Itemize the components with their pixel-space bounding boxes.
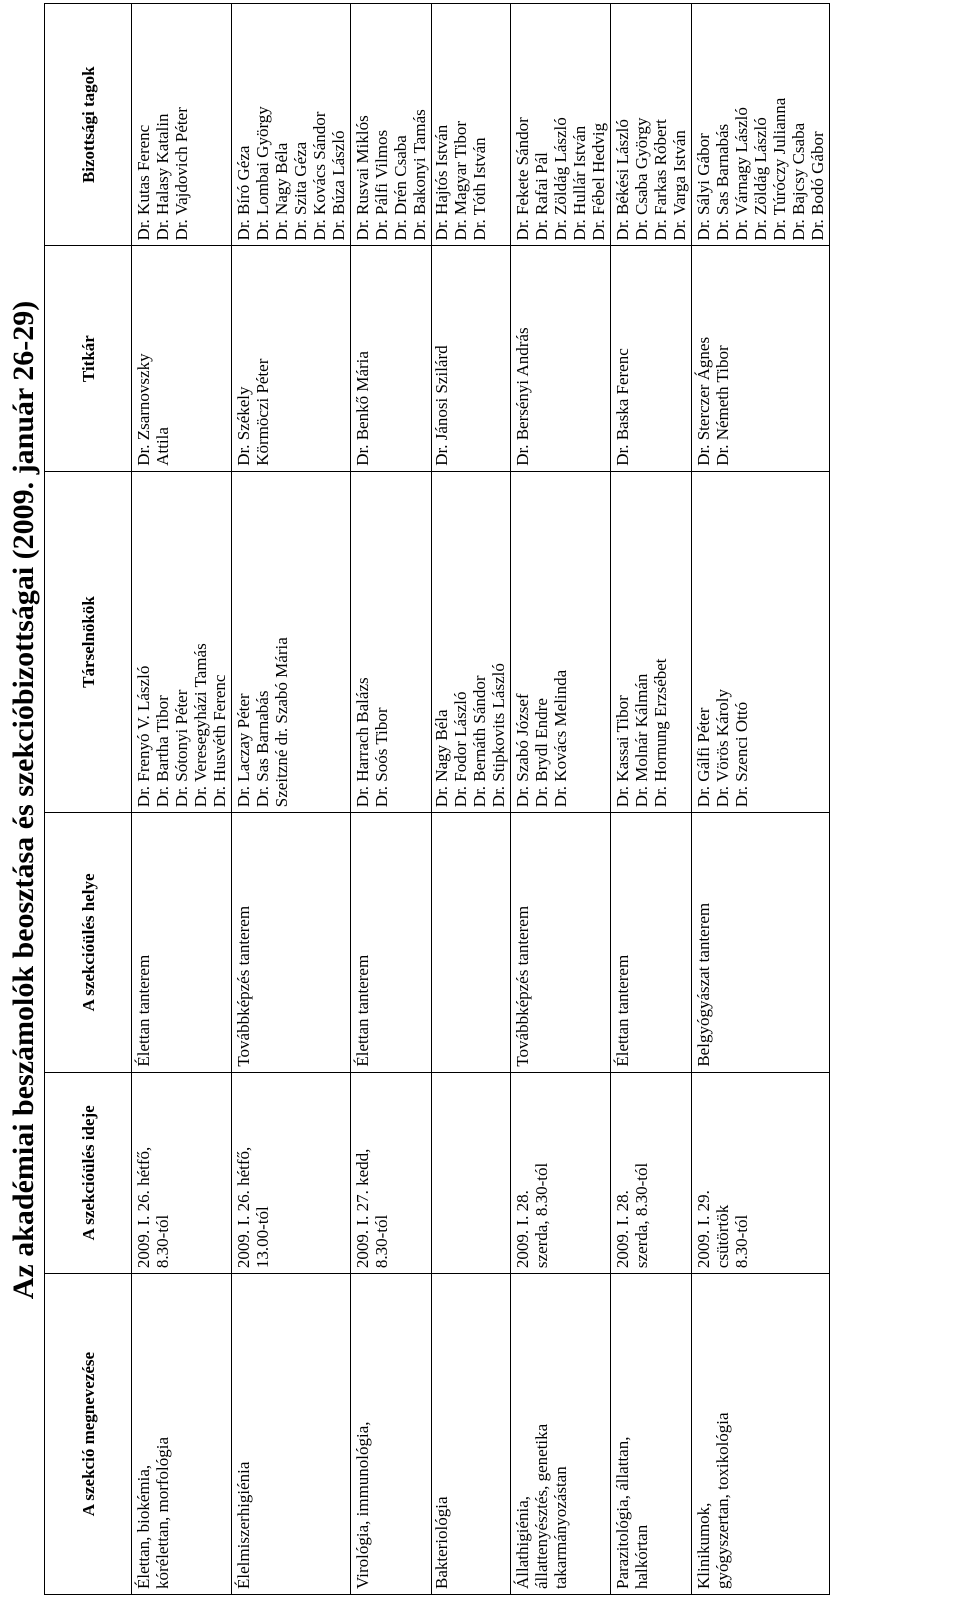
committee-member-name: Dr. Hajtós István <box>432 124 451 241</box>
header-row <box>45 4 132 1595</box>
session-place-cell <box>432 813 511 1072</box>
header-committee-members: Bizottsági tagok <box>45 4 132 246</box>
session-time-line: 2009. I. 29. <box>694 1190 713 1269</box>
co-chair-name: Dr. Soós Tibor <box>372 707 391 808</box>
committee-members-cell <box>511 4 611 246</box>
secretary-name: Dr. Sterczer Ágnes <box>694 336 713 466</box>
session-place-line: Élettan tanterem <box>353 954 372 1067</box>
section-name-cell <box>692 1274 830 1595</box>
section-name-line: gyógyszertan, toxikológia <box>713 1412 732 1589</box>
page-title: Az akadémiai beszámolók beosztása és szekcióbizottságai (2009. január 26-29) <box>7 300 40 1300</box>
committee-member-name: Dr. Nagy Béla <box>272 142 291 241</box>
co-chairs-cell <box>692 471 830 812</box>
section-name-line: kórélettan, morfológia <box>153 1436 172 1589</box>
committee-member-name: Dr. Bajcsy Csaba <box>789 122 808 241</box>
committee-member-name: Dr. Magyar Tibor <box>451 120 470 241</box>
co-chair-name: Dr. Harrach Balázs <box>353 677 372 808</box>
session-time-line: 2009. I. 28. <box>613 1190 632 1269</box>
committee-member-name: Dr. Halasy Katalin <box>153 113 172 241</box>
secretary-cell <box>432 246 511 471</box>
committee-members-cell <box>232 4 351 246</box>
secretary-name: Dr. Zsarnovszky <box>134 353 153 466</box>
session-time-line: szerda, 8.30-tól <box>532 1162 551 1269</box>
section-name-line: Állathigiénia, <box>513 1495 532 1589</box>
committee-member-name: Dr. Bíró Géza <box>234 145 253 241</box>
committee-member-name: Dr. Békési László <box>613 119 632 241</box>
co-chair-name: Dr. Hornung Erzsébet <box>651 658 670 808</box>
co-chair-name: Dr. Vörös Károly <box>713 688 732 808</box>
committee-member-name: Dr. Csaba György <box>632 117 651 241</box>
committee-member-name: Dr. Pálfi Vilmos <box>372 129 391 241</box>
header-co-chairs: Társelnökök <box>45 471 132 812</box>
session-time-line: 8.30-tól <box>372 1214 391 1269</box>
co-chair-name: Dr. Stipkovits László <box>489 663 508 808</box>
committee-member-name: Dr. Sas Barnabás <box>713 123 732 241</box>
section-name-cell <box>232 1274 351 1595</box>
co-chair-name: Dr. Molnár Kálmán <box>632 673 651 808</box>
session-time-line: csütörtök <box>713 1204 732 1269</box>
table-row <box>232 4 351 1595</box>
committee-member-name: Dr. Hullár István <box>570 125 589 241</box>
committee-member-name: Dr. Lombai György <box>253 106 272 241</box>
section-name-line: Klinikumok, <box>694 1502 713 1589</box>
committee-member-name: Dr. Varga István <box>670 130 689 241</box>
session-place-line: Élettan tanterem <box>613 954 632 1067</box>
section-name-line: halkórtan <box>632 1524 651 1589</box>
session-time-line: 13.00-tól <box>253 1206 272 1269</box>
committee-member-name: Dr. Kovács Sándor <box>310 111 329 241</box>
committee-member-name: Dr. Búza László <box>329 130 348 241</box>
session-place-line: Belgyógyászat tanterem <box>694 902 713 1067</box>
committee-member-name: Dr. Vajdovich Péter <box>172 107 191 241</box>
committee-member-name: Dr. Várnagy László <box>732 107 751 241</box>
committee-members-cell <box>351 4 432 246</box>
section-name-cell <box>351 1274 432 1595</box>
header-section-name: A szekció megnevezése <box>45 1274 132 1595</box>
secretary-name: Körmöczi Péter <box>253 358 272 466</box>
session-place-cell <box>132 813 232 1072</box>
session-time-cell <box>692 1072 830 1273</box>
session-time-cell <box>611 1072 692 1273</box>
section-name-cell <box>611 1274 692 1595</box>
section-name-line: Élelmiszerhigiénia <box>234 1461 253 1589</box>
co-chair-name: Dr. Fodor László <box>451 691 470 808</box>
co-chairs-cell <box>432 471 511 812</box>
header-session-place: A szekcióülés helye <box>45 813 132 1072</box>
committee-member-name: Dr. Túróczy Julianna <box>770 97 789 241</box>
schedule-table <box>44 3 830 1595</box>
header-session-time: A szekcióülés ideje <box>45 1072 132 1273</box>
committee-member-name: Dr. Tóth István <box>470 137 489 241</box>
session-time-line: 2009. I. 26. hétfő, <box>134 1146 153 1269</box>
secretary-cell <box>132 246 232 471</box>
session-time-line: 8.30-tól <box>732 1214 751 1269</box>
co-chair-name: Dr. Frenyó V. László <box>134 665 153 808</box>
table-row <box>511 4 611 1595</box>
session-time-line: 8.30-tól <box>153 1214 172 1269</box>
co-chair-name: Dr. Szabó József <box>513 693 532 808</box>
co-chair-name: Dr. Kovács Melinda <box>551 669 570 808</box>
co-chair-name: Szeitzné dr. Szabó Mária <box>272 637 291 808</box>
session-place-cell <box>351 813 432 1072</box>
secretary-name: Attila <box>153 427 172 466</box>
co-chair-name: Dr. Sótonyi Péter <box>172 689 191 808</box>
committee-members-cell <box>611 4 692 246</box>
secretary-name: Dr. Baska Ferenc <box>613 348 632 466</box>
secretary-cell <box>511 246 611 471</box>
section-name-line: Virológia, immunológia, <box>353 1421 372 1589</box>
co-chair-name: Dr. Laczay Péter <box>234 693 253 808</box>
session-time-cell <box>432 1072 511 1273</box>
table-row <box>351 4 432 1595</box>
committee-members-cell <box>132 4 232 246</box>
co-chairs-cell <box>611 471 692 812</box>
committee-member-name: Dr. Szita Géza <box>291 141 310 241</box>
session-place-line: Továbbképzés tanterem <box>234 905 253 1067</box>
session-time-line: szerda, 8.30-tól <box>632 1162 651 1269</box>
section-name-line: takarmányozástan <box>551 1466 570 1589</box>
co-chair-name: Dr. Szenci Ottó <box>732 701 751 808</box>
committee-member-name <box>210 9 229 240</box>
table-row <box>611 4 692 1595</box>
committee-member-name: Dr. Bodó Gábor <box>808 131 827 241</box>
session-time-cell <box>351 1072 432 1273</box>
table-row <box>132 4 232 1595</box>
co-chair-name: Dr. Husvéth Ferenc <box>210 674 229 808</box>
co-chairs-cell <box>511 471 611 812</box>
secretary-name: Dr. Németh Tibor <box>713 345 732 466</box>
co-chair-name: Dr. Veresegyházi Tamás <box>191 643 210 808</box>
committee-member-name <box>191 9 210 240</box>
section-name-cell <box>432 1274 511 1595</box>
session-time-cell <box>132 1072 232 1273</box>
session-place-cell <box>692 813 830 1072</box>
secretary-name: Dr. Jánosi Szilárd <box>432 345 451 466</box>
session-place-cell <box>611 813 692 1072</box>
committee-member-name: Dr. Drén Csaba <box>391 135 410 241</box>
committee-member-name: Dr. Fébel Hedvig <box>589 122 608 241</box>
session-time-cell <box>232 1072 351 1273</box>
secretary-cell <box>611 246 692 471</box>
section-name-cell <box>511 1274 611 1595</box>
co-chairs-cell <box>351 471 432 812</box>
committee-member-name: Dr. Bakonyi Tamás <box>410 109 429 241</box>
co-chair-name: Dr. Nagy Béla <box>432 709 451 808</box>
session-time-line: 2009. I. 28. <box>513 1190 532 1269</box>
section-name-cell <box>132 1274 232 1595</box>
co-chairs-cell <box>232 471 351 812</box>
co-chair-name: Dr. Sas Barnabás <box>253 690 272 808</box>
session-time-cell <box>511 1072 611 1273</box>
committee-member-name: Dr. Rafai Pál <box>532 152 551 241</box>
header-secretary: Titkár <box>45 246 132 471</box>
co-chair-name: Dr. Bartha Tibor <box>153 695 172 808</box>
session-time-line: 2009. I. 26. hétfő, <box>234 1146 253 1269</box>
table-row <box>432 4 511 1595</box>
table-row <box>692 4 830 1595</box>
committee-member-name: Dr. Zöldág László <box>751 117 770 241</box>
co-chair-name: Dr. Gálfi Péter <box>694 707 713 808</box>
session-place-line: Élettan tanterem <box>134 954 153 1067</box>
committee-members-cell <box>692 4 830 246</box>
section-name-line: állattenyésztés, genetika <box>532 1423 551 1589</box>
session-place-cell <box>232 813 351 1072</box>
secretary-cell <box>232 246 351 471</box>
committee-member-name: Dr. Fekete Sándor <box>513 117 532 241</box>
co-chair-name: Dr. Kassai Tibor <box>613 695 632 808</box>
section-name-line: Bakteriológia <box>432 1496 451 1589</box>
committee-member-name: Dr. Sályi Gábor <box>694 133 713 241</box>
section-name-line: Parazitológia, állattan, <box>613 1436 632 1589</box>
committee-members-cell <box>432 4 511 246</box>
secretary-cell <box>351 246 432 471</box>
committee-member-name: Dr. Kutas Ferenc <box>134 124 153 241</box>
committee-member-name: Dr. Rusvai Miklós <box>353 115 372 241</box>
co-chair-name: Dr. Bernáth Sándor <box>470 675 489 808</box>
session-place-line: Továbbképzés tanterem <box>513 905 532 1067</box>
session-time-line: 2009. I. 27. kedd, <box>353 1148 372 1269</box>
secretary-cell <box>692 246 830 471</box>
section-name-line: Élettan, biokémia, <box>134 1464 153 1589</box>
committee-member-name: Dr. Farkas Róbert <box>651 119 670 241</box>
committee-member-name: Dr. Zöldág László <box>551 117 570 241</box>
secretary-name: Dr. Bersényi András <box>513 327 532 466</box>
secretary-name: Dr. Benkő Mária <box>353 351 372 466</box>
secretary-name: Dr. Székely <box>234 386 253 466</box>
co-chair-name: Dr. Brydl Endre <box>532 698 551 808</box>
co-chairs-cell <box>132 471 232 812</box>
session-place-cell <box>511 813 611 1072</box>
